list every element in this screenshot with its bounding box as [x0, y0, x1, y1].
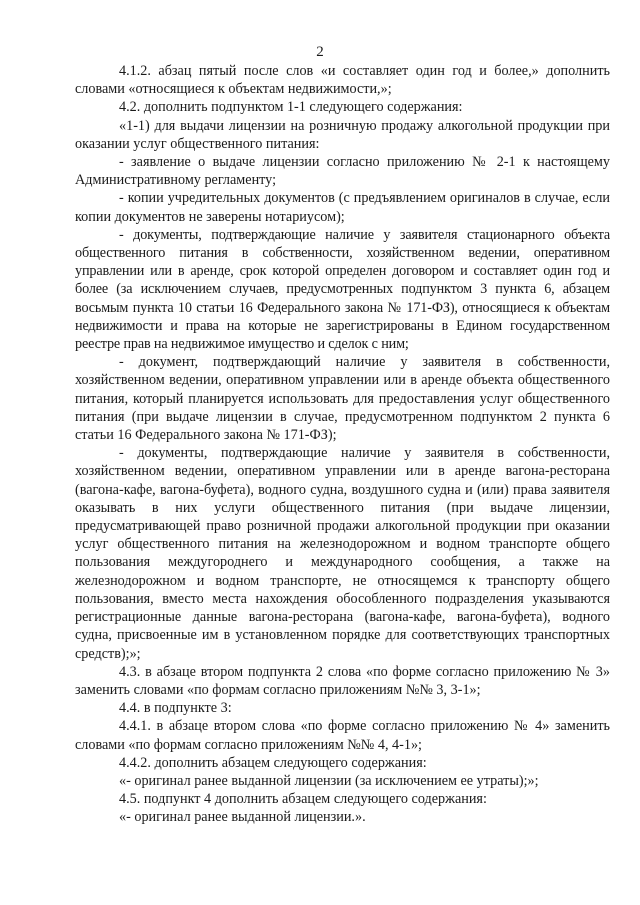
paragraph-4-4-1: 4.4.1. в абзаце втором слова «по форме согласно приложению № 4» заменить словами «по формам согласно приложениям №№ 4, 4-1»; — [75, 718, 610, 753]
paragraph-4-4-2: 4.4.2. дополнить абзацем следующего содержания: — [119, 754, 427, 771]
paragraph-4-2: 4.2. дополнить подпунктом 1-1 следующего содержания: — [119, 99, 463, 116]
paragraph-transport: - документы, подтверждающие наличие у заявителя в собственности, хозяйственном ведении, оперативном управлении или в аренде вагона-ресторана (вагона-кафе, вагона-буфета), водного судна, воздушного судна и (или) права заявителя оказывать в них услуги общественного питания (при выдаче лицензии, предусматривающей право розничной продажи алкогольной продукции при оказании услуг общественного питания на железнодорожном и водном транспорте общего пользования междугороднего и международного сообщения, а также на железнодорожном и водном транспорте, не относящемся к транспорту общего пользования, вместо места нахождения обособленного подразделения указываются регистрационные данные вагона-ресторана (вагона-кафе, вагона-буфета), водного судна, присвоенные им в установленном порядке для соответствующих транспортных средств);»; — [75, 445, 610, 662]
paragraph-4-3: 4.3. в абзаце втором подпункта 2 слова «по форме согласно приложению № 3» заменить словами «по формам согласно приложениям №№ 3, 3-1»; — [75, 663, 610, 698]
paragraph-1-1-intro: «1-1) для выдачи лицензии на розничную продажу алкогольной продукции при оказании услуг общественного питания: — [75, 117, 610, 152]
paragraph-catering-object: - документ, подтверждающий наличие у заявителя в собственности, хозяйственном ведении, оперативном управлении или в аренде объекта общественного питания, который планируется использовать для предоставления услуг общественного питания (при выдаче лицензии в случае, предусмотренном подпунктом 2 пункта 6 статьи 16 Федерального закона № 171-ФЗ); — [75, 354, 610, 444]
paragraph-4-1-2: 4.1.2. абзац пятый после слов «и составляет один год и более,» дополнить словами «относящиеся к объектам недвижимости,»; — [75, 63, 610, 98]
paragraph-4-4: 4.4. в подпункте 3: — [119, 700, 232, 717]
paragraph-original-license-2: «- оригинал ранее выданной лицензии.». — [119, 809, 366, 826]
document-body — [75, 62, 610, 827]
paragraph-founding-docs: - копии учредительных документов (с предъявлением оригиналов в случае, если копии документов не заверены нотариусом); — [75, 190, 610, 225]
paragraph-original-license-1: «- оригинал ранее выданной лицензии (за исключением ее утраты);»; — [119, 772, 539, 789]
paragraph-stationary-object: - документы, подтверждающие наличие у заявителя стационарного объекта общественного питания в собственности, хозяйственном ведении, оперативном управлении или в аренде, срок которой определен договором и составляет один год и более (за исключением случаев, предусмотренных подпунктом 3 пункта 6, абзацем восьмым пункта 10 статьи 16 Федерального закона № 171-ФЗ), относящиеся к объектам недвижимости и права на которые не зарегистрированы в Едином государственном реестре прав на недвижимое имущество и сделок с ним; — [75, 226, 610, 353]
paragraph-4-5: 4.5. подпункт 4 дополнить абзацем следующего содержания: — [119, 791, 487, 808]
paragraph-application: - заявление о выдаче лицензии согласно приложению № 2-1 к настоящему Административному регламенту; — [75, 154, 610, 189]
page-number: 2 — [316, 44, 324, 60]
